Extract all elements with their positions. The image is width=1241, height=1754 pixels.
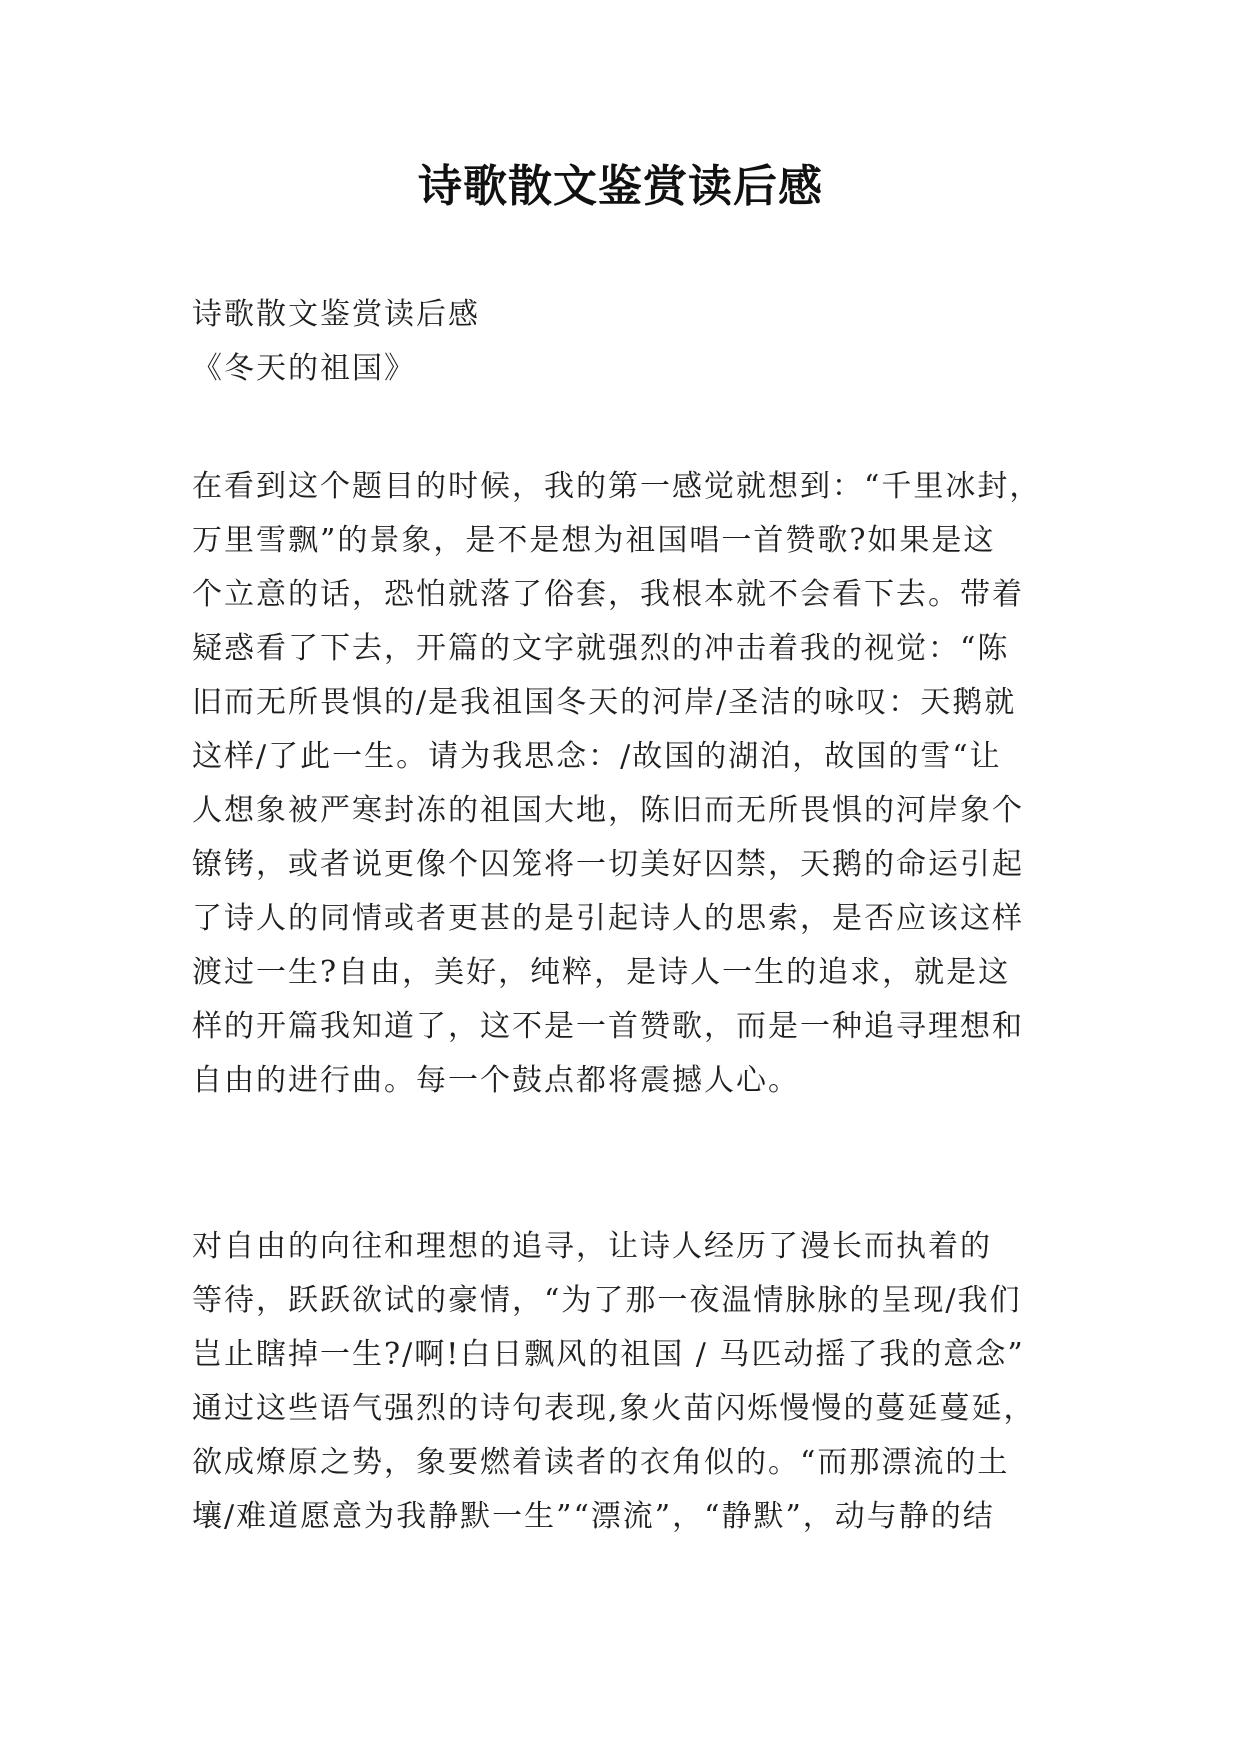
paragraph-line: 壤/难道愿意为我静默一生”“漂流”，“静默”，动与静的结 [192,1499,995,1534]
paragraph-2 [192,1220,1052,1544]
paragraph-line: 人想象被严寒封冻的祖国大地，陈旧而无所畏惧的河岸象个 [192,793,1024,828]
paragraph-line: 这样/了此一生。请为我思念：/故国的湖泊，故国的雪“让 [192,739,1002,774]
paragraph-line: 自由的进行曲。每一个鼓点都将震撼人心。 [192,1063,800,1098]
paragraph-line: 样的开篇我知道了，这不是一首赞歌，而是一种追寻理想和 [192,1009,1024,1044]
paragraph-line: 渡过一生?自由，美好，纯粹，是诗人一生的追求，就是这 [192,955,1011,990]
paragraph-line: 疑惑看了下去，开篇的文字就强烈的冲击着我的视觉：“陈 [192,631,1010,666]
paragraph-line: 个立意的话，恐怕就落了俗套，我根本就不会看下去。带着 [192,577,1024,612]
paragraph-line: 欲成燎原之势，象要燃着读者的衣角似的。“而那漂流的土 [192,1445,1010,1480]
book-title: 《冬天的祖国》 [192,351,416,386]
paragraph-line: 通过这些语气强烈的诗句表现,象火苗闪烁慢慢的蔓延蔓延， [192,1391,1036,1426]
paragraph-1 [192,460,1052,1108]
document-title: 诗歌散文鉴赏读后感 [418,161,823,212]
paragraph-line: 在看到这个题目的时候，我的第一感觉就想到：“千里冰封， [192,469,1042,504]
paragraph-line: 等待，跃跃欲试的豪情，“为了那一夜温情脉脉的呈现/我们 [192,1283,1022,1318]
paragraph-line: 万里雪飘”的景象，是不是想为祖国唱一首赞歌?如果是这 [192,523,996,558]
document-subtitle: 诗歌散文鉴赏读后感 [192,297,480,332]
paragraph-line: 镣铐，或者说更像个囚笼将一切美好囚禁，天鹅的命运引起 [192,847,1024,882]
paragraph-line: 旧而无所畏惧的/是我祖国冬天的河岸/圣洁的咏叹：天鹅就 [192,685,1017,720]
paragraph-line: 对自由的向往和理想的追寻，让诗人经历了漫长而执着的 [192,1229,992,1264]
paragraph-line: 了诗人的同情或者更甚的是引起诗人的思索，是否应该这样 [192,901,1024,936]
paragraph-line: 岂止瞎掉一生?/啊!白日飘风的祖国 / 马匹动摇了我的意念” [192,1337,1025,1372]
